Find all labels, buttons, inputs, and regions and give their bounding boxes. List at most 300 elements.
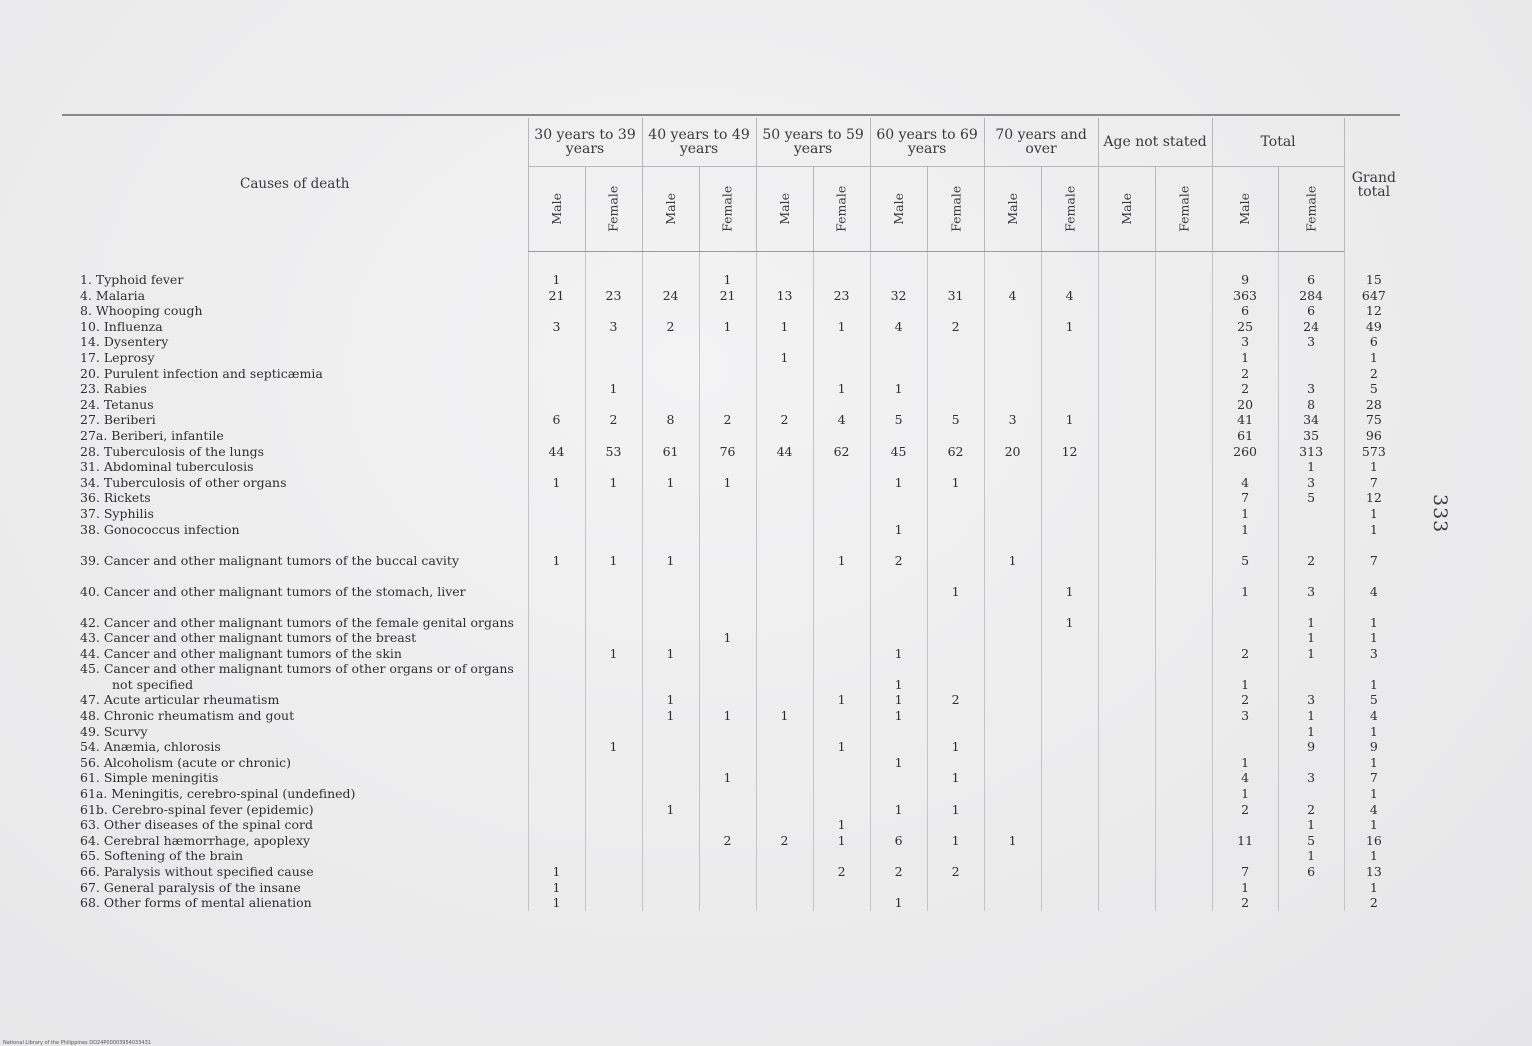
count-cell	[870, 366, 927, 382]
count-cell	[699, 599, 756, 630]
count-cell: 2	[870, 537, 927, 568]
count-cell	[1041, 755, 1098, 771]
total-cell: 1	[1278, 599, 1344, 630]
count-cell	[1155, 412, 1212, 428]
total-cell: 1	[1212, 661, 1278, 692]
count-cell	[585, 724, 642, 740]
grand-total-cell: 7	[1344, 770, 1403, 786]
cause-of-death: 48. Chronic rheumatism and gout	[80, 708, 295, 724]
count-cell: 21	[528, 288, 585, 304]
count-cell: 4	[984, 288, 1041, 304]
causes-header: Causes of death	[240, 175, 350, 192]
male-column-header	[1212, 167, 1278, 252]
count-cell	[756, 817, 813, 833]
count-cell	[1041, 646, 1098, 662]
count-cell	[927, 522, 984, 538]
count-cell	[642, 630, 699, 646]
count-cell	[1041, 770, 1098, 786]
total-cell: 1	[1278, 724, 1344, 740]
count-cell	[927, 724, 984, 740]
count-cell	[813, 475, 870, 491]
count-cell: 1	[927, 833, 984, 849]
count-cell	[699, 848, 756, 864]
count-cell	[1098, 334, 1155, 350]
count-cell	[984, 786, 1041, 802]
count-cell	[528, 786, 585, 802]
count-cell	[1155, 490, 1212, 506]
total-cell: 1	[1278, 848, 1344, 864]
cause-of-death: 17. Leprosy	[80, 349, 155, 365]
total-cell: 3	[1278, 475, 1344, 491]
count-cell: 1	[870, 646, 927, 662]
count-cell	[927, 428, 984, 444]
count-cell	[642, 366, 699, 382]
count-cell	[927, 895, 984, 911]
count-cell	[927, 459, 984, 475]
count-cell	[585, 817, 642, 833]
count-cell	[699, 334, 756, 350]
cause-of-death: 1. Typhoid fever	[80, 272, 184, 287]
count-cell: 1	[642, 646, 699, 662]
count-cell: 2	[642, 319, 699, 335]
table-row	[62, 817, 1403, 833]
count-cell: 1	[870, 895, 927, 911]
grand-total-cell: 1	[1344, 506, 1403, 522]
count-cell	[1098, 802, 1155, 818]
count-cell: 1	[528, 537, 585, 568]
count-cell	[756, 522, 813, 538]
count-cell	[813, 646, 870, 662]
count-cell: 1	[699, 475, 756, 491]
count-cell	[984, 459, 1041, 475]
count-cell	[984, 506, 1041, 522]
table-row	[62, 288, 1403, 304]
count-cell	[642, 755, 699, 771]
count-cell	[585, 490, 642, 506]
count-cell	[528, 490, 585, 506]
count-cell	[1041, 864, 1098, 880]
grand-total-cell: 7	[1344, 537, 1403, 568]
total-cell: 1	[1212, 568, 1278, 599]
total-cell: 1	[1278, 817, 1344, 833]
count-cell	[984, 350, 1041, 366]
count-cell	[585, 522, 642, 538]
count-cell	[585, 568, 642, 599]
total-cell: 2	[1212, 692, 1278, 708]
count-cell	[870, 506, 927, 522]
count-cell	[756, 661, 813, 692]
count-cell: 1	[870, 522, 927, 538]
count-cell	[1155, 817, 1212, 833]
count-cell	[1041, 786, 1098, 802]
cause-of-death: 42. Cancer and other malignant tumors of the female genital organs	[80, 614, 514, 630]
count-cell	[756, 490, 813, 506]
count-cell	[870, 848, 927, 864]
mortality-table	[62, 118, 1403, 911]
count-cell: 31	[927, 288, 984, 304]
count-cell	[1098, 630, 1155, 646]
grand-total-cell: 4	[1344, 802, 1403, 818]
grand-total-cell: 16	[1344, 833, 1403, 849]
table-row	[62, 880, 1403, 896]
count-cell: 2	[927, 692, 984, 708]
total-cell	[1212, 599, 1278, 630]
count-cell: 62	[927, 444, 984, 460]
table-row	[62, 303, 1403, 319]
count-cell	[642, 599, 699, 630]
total-cell: 5	[1278, 833, 1344, 849]
count-cell	[984, 770, 1041, 786]
age-group-header: Age not stated	[1098, 118, 1212, 167]
count-cell	[642, 880, 699, 896]
count-cell: 20	[984, 444, 1041, 460]
count-cell	[642, 661, 699, 692]
count-cell: 1	[813, 692, 870, 708]
count-cell	[813, 334, 870, 350]
count-cell	[699, 522, 756, 538]
count-cell: 4	[870, 319, 927, 335]
count-cell: 5	[927, 412, 984, 428]
count-cell	[1041, 334, 1098, 350]
count-cell	[870, 630, 927, 646]
count-cell	[585, 272, 642, 288]
count-cell	[1041, 817, 1098, 833]
total-cell: 1	[1212, 350, 1278, 366]
count-cell: 1	[585, 646, 642, 662]
count-cell	[984, 864, 1041, 880]
grand-total-cell: 1	[1344, 599, 1403, 630]
count-cell	[927, 708, 984, 724]
total-cell: 4	[1212, 770, 1278, 786]
count-cell: 23	[585, 288, 642, 304]
sex-label: Female	[605, 185, 621, 233]
count-cell: 1	[870, 708, 927, 724]
count-cell	[1098, 303, 1155, 319]
sex-label: Male	[1118, 193, 1134, 225]
sex-label: Female	[1175, 185, 1191, 233]
count-cell	[1155, 770, 1212, 786]
grand-total-cell: 1	[1344, 350, 1403, 366]
male-column-header	[756, 167, 813, 252]
grand-total-cell: 647	[1344, 288, 1403, 304]
count-cell	[1098, 646, 1155, 662]
count-cell	[699, 428, 756, 444]
table-row	[62, 397, 1403, 413]
table-row	[62, 630, 1403, 646]
count-cell	[642, 272, 699, 288]
count-cell	[1155, 303, 1212, 319]
count-cell	[1155, 475, 1212, 491]
count-cell	[585, 755, 642, 771]
count-cell	[1041, 506, 1098, 522]
count-cell	[1155, 428, 1212, 444]
count-cell	[528, 397, 585, 413]
total-cell: 5	[1278, 490, 1344, 506]
count-cell: 1	[699, 630, 756, 646]
footer-note: National Library of the Philippines DO24P00003954033431	[3, 1040, 151, 1046]
grand-total-cell: 9	[1344, 739, 1403, 755]
count-cell	[642, 350, 699, 366]
count-cell	[1155, 350, 1212, 366]
total-cell: 11	[1212, 833, 1278, 849]
total-cell: 1	[1278, 708, 1344, 724]
age-group-header: 70 years and over	[984, 118, 1098, 167]
count-cell: 2	[756, 833, 813, 849]
count-cell	[585, 848, 642, 864]
count-cell: 1	[528, 895, 585, 911]
count-cell	[756, 459, 813, 475]
count-cell	[699, 381, 756, 397]
count-cell: 4	[1041, 288, 1098, 304]
count-cell	[870, 739, 927, 755]
count-cell: 23	[813, 288, 870, 304]
count-cell	[756, 428, 813, 444]
count-cell	[585, 661, 642, 692]
total-cell: 313	[1278, 444, 1344, 460]
count-cell: 1	[813, 319, 870, 335]
count-cell	[984, 692, 1041, 708]
count-cell	[927, 646, 984, 662]
sex-label: Female	[719, 185, 735, 233]
table-row	[62, 475, 1403, 491]
count-cell	[528, 833, 585, 849]
count-cell	[984, 428, 1041, 444]
count-cell	[756, 537, 813, 568]
count-cell	[642, 381, 699, 397]
count-cell	[1098, 708, 1155, 724]
total-cell: 9	[1212, 272, 1278, 288]
count-cell: 1	[870, 475, 927, 491]
total-cell: 1	[1212, 755, 1278, 771]
grand-total-cell: 1	[1344, 848, 1403, 864]
count-cell	[1098, 692, 1155, 708]
count-cell	[756, 724, 813, 740]
male-column-header	[642, 167, 699, 252]
count-cell	[1155, 319, 1212, 335]
total-cell: 2	[1278, 537, 1344, 568]
count-cell	[813, 428, 870, 444]
cause-of-death: 39. Cancer and other malignant tumors of the buccal cavity	[80, 552, 460, 568]
count-cell	[1098, 459, 1155, 475]
count-cell: 1	[528, 475, 585, 491]
cause-of-death: 23. Rabies	[80, 381, 147, 397]
count-cell	[1041, 272, 1098, 288]
count-cell	[756, 880, 813, 896]
count-cell	[756, 692, 813, 708]
grand-total-cell: 75	[1344, 412, 1403, 428]
count-cell: 1	[870, 661, 927, 692]
count-cell	[642, 895, 699, 911]
count-cell	[528, 303, 585, 319]
count-cell	[813, 770, 870, 786]
count-cell	[1098, 272, 1155, 288]
count-cell: 1	[1041, 599, 1098, 630]
count-cell	[1155, 895, 1212, 911]
count-cell: 13	[756, 288, 813, 304]
count-cell	[585, 366, 642, 382]
total-cell	[1278, 506, 1344, 522]
count-cell	[1155, 646, 1212, 662]
male-column-header	[528, 167, 585, 252]
count-cell	[1155, 568, 1212, 599]
count-cell: 1	[699, 272, 756, 288]
count-cell: 5	[870, 412, 927, 428]
count-cell	[813, 895, 870, 911]
count-cell: 1	[870, 692, 927, 708]
count-cell	[870, 599, 927, 630]
count-cell	[1098, 475, 1155, 491]
count-cell: 44	[528, 444, 585, 460]
count-cell	[813, 880, 870, 896]
cause-of-death: 66. Paralysis without specified cause	[80, 864, 314, 879]
count-cell: 1	[528, 880, 585, 896]
count-cell: 76	[699, 444, 756, 460]
count-cell	[984, 522, 1041, 538]
cause-of-death: 31. Abdominal tuberculosis	[80, 459, 254, 475]
table-row	[62, 802, 1403, 818]
count-cell	[528, 350, 585, 366]
total-cell: 61	[1212, 428, 1278, 444]
count-cell	[984, 397, 1041, 413]
total-header: Total	[1212, 118, 1344, 167]
count-cell	[1041, 537, 1098, 568]
grand-total-cell: 1	[1344, 724, 1403, 740]
top-rule	[62, 114, 1400, 116]
total-cell: 5	[1212, 537, 1278, 568]
count-cell	[756, 646, 813, 662]
female-column-header	[813, 167, 870, 252]
count-cell: 1	[642, 708, 699, 724]
count-cell	[870, 770, 927, 786]
count-cell	[1041, 848, 1098, 864]
cause-of-death: 38. Gonococcus infection	[80, 521, 240, 537]
count-cell: 2	[585, 412, 642, 428]
count-cell	[870, 428, 927, 444]
count-cell	[984, 303, 1041, 319]
count-cell	[870, 459, 927, 475]
count-cell: 8	[642, 412, 699, 428]
grand-total-cell: 13	[1344, 864, 1403, 880]
count-cell	[756, 895, 813, 911]
cause-of-death: 67. General paralysis of the insane	[80, 879, 301, 895]
count-cell	[1098, 428, 1155, 444]
count-cell: 2	[927, 864, 984, 880]
cause-of-death: 28. Tuberculosis of the lungs	[80, 443, 265, 459]
sex-label: Female	[1061, 185, 1077, 233]
grand-total-cell: 2	[1344, 366, 1403, 382]
count-cell	[1098, 724, 1155, 740]
total-cell	[1278, 661, 1344, 692]
total-cell: 1	[1212, 506, 1278, 522]
total-cell: 8	[1278, 397, 1344, 413]
grand-total-cell: 4	[1344, 708, 1403, 724]
count-cell	[1098, 381, 1155, 397]
table-row	[62, 833, 1403, 849]
count-cell: 1	[1041, 412, 1098, 428]
count-cell	[585, 599, 642, 630]
count-cell	[927, 366, 984, 382]
count-cell: 1	[984, 537, 1041, 568]
count-cell: 1	[870, 802, 927, 818]
grand-total-cell: 573	[1344, 444, 1403, 460]
cause-of-death: 45. Cancer and other malignant tumors of other organs or of organs not specified	[80, 661, 514, 692]
count-cell	[699, 755, 756, 771]
count-cell: 3	[585, 319, 642, 335]
total-cell: 1	[1212, 522, 1278, 538]
cause-of-death: 14. Dysentery	[80, 334, 169, 350]
count-cell	[642, 334, 699, 350]
count-cell	[1155, 692, 1212, 708]
count-cell	[699, 303, 756, 319]
total-cell: 2	[1212, 895, 1278, 911]
total-cell: 284	[1278, 288, 1344, 304]
grand-total-cell: 5	[1344, 381, 1403, 397]
table-row	[62, 350, 1403, 366]
count-cell: 44	[756, 444, 813, 460]
count-cell	[642, 506, 699, 522]
count-cell	[984, 599, 1041, 630]
total-cell: 2	[1212, 802, 1278, 818]
count-cell	[1155, 833, 1212, 849]
count-cell	[984, 848, 1041, 864]
count-cell	[699, 506, 756, 522]
count-cell	[528, 506, 585, 522]
sex-label: Male	[776, 193, 792, 225]
count-cell: 1	[585, 537, 642, 568]
grand-total-cell: 28	[1344, 397, 1403, 413]
total-cell	[1278, 895, 1344, 911]
count-cell	[528, 802, 585, 818]
count-cell	[528, 661, 585, 692]
count-cell	[813, 490, 870, 506]
male-column-header	[984, 167, 1041, 252]
count-cell	[1155, 786, 1212, 802]
count-cell	[699, 895, 756, 911]
count-cell	[756, 568, 813, 599]
count-cell	[642, 303, 699, 319]
age-group-header: 50 years to 59 years	[756, 118, 870, 167]
count-cell	[699, 459, 756, 475]
count-cell	[585, 864, 642, 880]
count-cell: 21	[699, 288, 756, 304]
cause-of-death: 40. Cancer and other malignant tumors of the stomach, liver	[80, 583, 466, 599]
count-cell: 1	[927, 568, 984, 599]
grand-total-cell: 12	[1344, 303, 1403, 319]
cause-of-death: 44. Cancer and other malignant tumors of the skin	[80, 645, 402, 661]
count-cell	[1155, 459, 1212, 475]
count-cell	[642, 770, 699, 786]
count-cell	[1155, 755, 1212, 771]
count-cell	[528, 459, 585, 475]
count-cell	[927, 848, 984, 864]
count-cell: 4	[813, 412, 870, 428]
count-cell: 1	[699, 708, 756, 724]
count-cell	[1155, 334, 1212, 350]
table-row	[62, 428, 1403, 444]
count-cell	[756, 786, 813, 802]
count-cell: 2	[813, 864, 870, 880]
count-cell	[756, 303, 813, 319]
total-cell: 2	[1212, 646, 1278, 662]
count-cell: 1	[528, 864, 585, 880]
count-cell	[813, 786, 870, 802]
count-cell	[642, 522, 699, 538]
count-cell	[642, 568, 699, 599]
count-cell	[927, 397, 984, 413]
grand-total-cell: 1	[1344, 880, 1403, 896]
count-cell	[699, 692, 756, 708]
table-row	[62, 599, 1403, 630]
